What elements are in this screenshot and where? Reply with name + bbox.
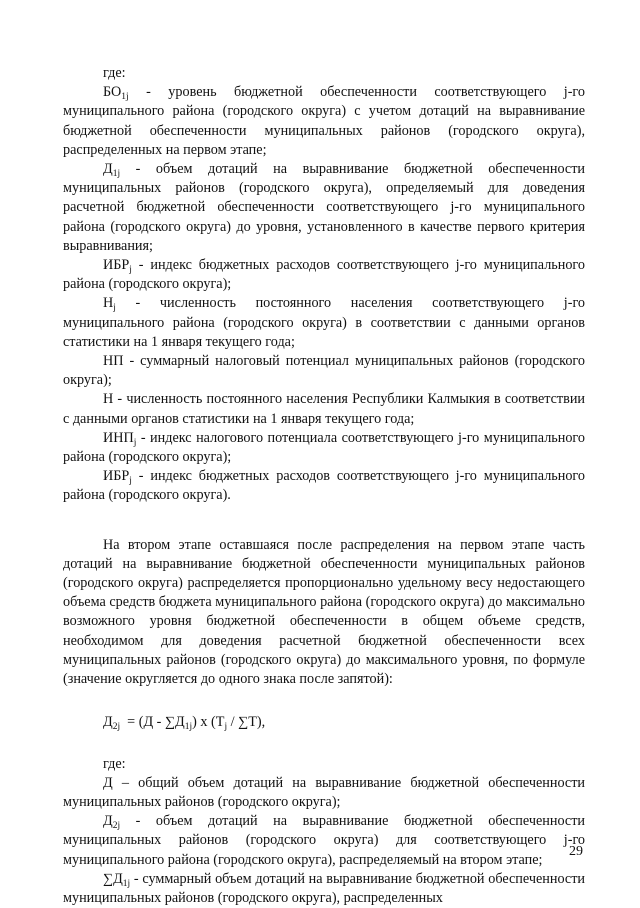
formula-lhs-subscript: 2j <box>112 722 121 733</box>
symbol: Д <box>103 774 113 791</box>
definition-text: - объем дотаций на выравнивание бюджетной обеспеченности муниципальных районов (городского округа), определяемый для доведения расчетной бюджетной обеспеченности соответствующего j-го муниципального района (городского округа) до уровня, установленного в качестве первого критерия выравнивания; <box>63 161 585 254</box>
definition-text: - суммарный налоговый потенциал муниципальных районов (городского округа); <box>63 353 585 389</box>
definition-ibrj <box>63 256 585 294</box>
definition-text: - численность постоянного населения соответствующего j-го муниципального района (городского округа) в соответствии с данными органов статистики на 1 января текущего года; <box>63 295 585 350</box>
formula-d2j <box>63 713 585 732</box>
symbol-subscript: 1j <box>112 169 121 180</box>
definition-ibrj-2 <box>63 467 585 505</box>
symbol: ИБР <box>103 257 130 274</box>
definition-np <box>63 352 585 390</box>
formula-part: ) x (T <box>192 714 225 731</box>
definition-d <box>63 774 585 812</box>
formula-part: / ∑T), <box>227 714 266 731</box>
formula-subscript: 1j <box>184 722 193 733</box>
symbol-subscript: 1j <box>121 92 129 103</box>
symbol: ∑Д <box>103 870 123 887</box>
symbol: Д <box>103 161 113 178</box>
symbol: Н <box>103 391 114 408</box>
page-number: 29 <box>569 844 583 859</box>
symbol: ИНП <box>103 429 134 446</box>
definition-text: - индекс налогового потенциала соответствующего j-го муниципального района (городского округа); <box>63 429 585 466</box>
definition-text: – общий объем дотаций на выравнивание бюджетной обеспеченности муниципальных районов (городского округа); <box>63 774 585 810</box>
definition-inpj <box>63 429 585 467</box>
definition-text: - суммарный объем дотаций на выравнивание бюджетной обеспеченности муниципальных районов (городского округа), распределенных <box>63 870 585 906</box>
definition-d2j <box>63 812 585 870</box>
symbol-subscript: j <box>133 437 137 448</box>
formula-part: = (Д - ∑Д <box>120 714 185 731</box>
definition-text: - уровень бюджетной обеспеченности соответствующего j-го муниципального района (городского округа) с учетом дотаций на выравнивание бюджетной обеспеченности муниципальных районов (городского округа), распределенных на первом этапе; <box>63 84 585 158</box>
definition-n <box>63 390 585 428</box>
symbol: БО <box>103 84 122 101</box>
where-label: где: <box>103 65 126 81</box>
definition-text: - индекс бюджетных расходов соответствующего j-го муниципального района (городского округа). <box>63 468 585 504</box>
symbol: НП <box>103 353 124 370</box>
second-stage-paragraph: На втором этапе оставшаяся после распределения на первом этапе часть дотаций на выравнивание бюджетной обеспеченности муниципальных районов (городского округа) распределяется пропорционально удельному весу недостающего объема средств бюджета муниципального района (городского округа) до максимально возможного уровня бюджетной обеспеченности в общем объеме средств, необходимом для доведения расчетной бюджетной обеспеченности всех муниципальных районов (городского округа) до максимального уровня, по формуле (значение округляется до одного знака после запятой): <box>63 536 585 688</box>
document-body <box>63 64 585 908</box>
definition-nj <box>63 294 585 352</box>
symbol: ИБР <box>103 468 130 485</box>
definition-text: - численность постоянного населения Республики Калмыкия в соответствии с данными органов статистики на 1 января текущего года; <box>63 391 585 427</box>
symbol-subscript: j <box>113 303 116 314</box>
formula-lhs: Д <box>103 714 113 731</box>
definition-d1j <box>63 160 585 256</box>
definition-bo1j <box>63 83 585 160</box>
symbol: Д <box>103 813 113 830</box>
formula-subscript: j <box>224 722 228 733</box>
symbol-subscript: 2j <box>112 821 121 832</box>
definition-text: - объем дотаций на выравнивание бюджетной обеспеченности муниципальных районов (городского округа) для соответствующего j-го муниципального района (городского округа), распределяемый на втором этапе; <box>63 813 585 868</box>
symbol-subscript: j <box>129 476 132 487</box>
symbol-subscript: 1j <box>122 878 131 889</box>
definition-sum-d1j <box>63 870 585 908</box>
definition-text: - индекс бюджетных расходов соответствующего j-го муниципального района (городского округа); <box>63 257 585 293</box>
symbol: Н <box>103 295 114 312</box>
where-label-2: где: <box>103 755 126 772</box>
symbol-subscript: j <box>129 265 132 276</box>
